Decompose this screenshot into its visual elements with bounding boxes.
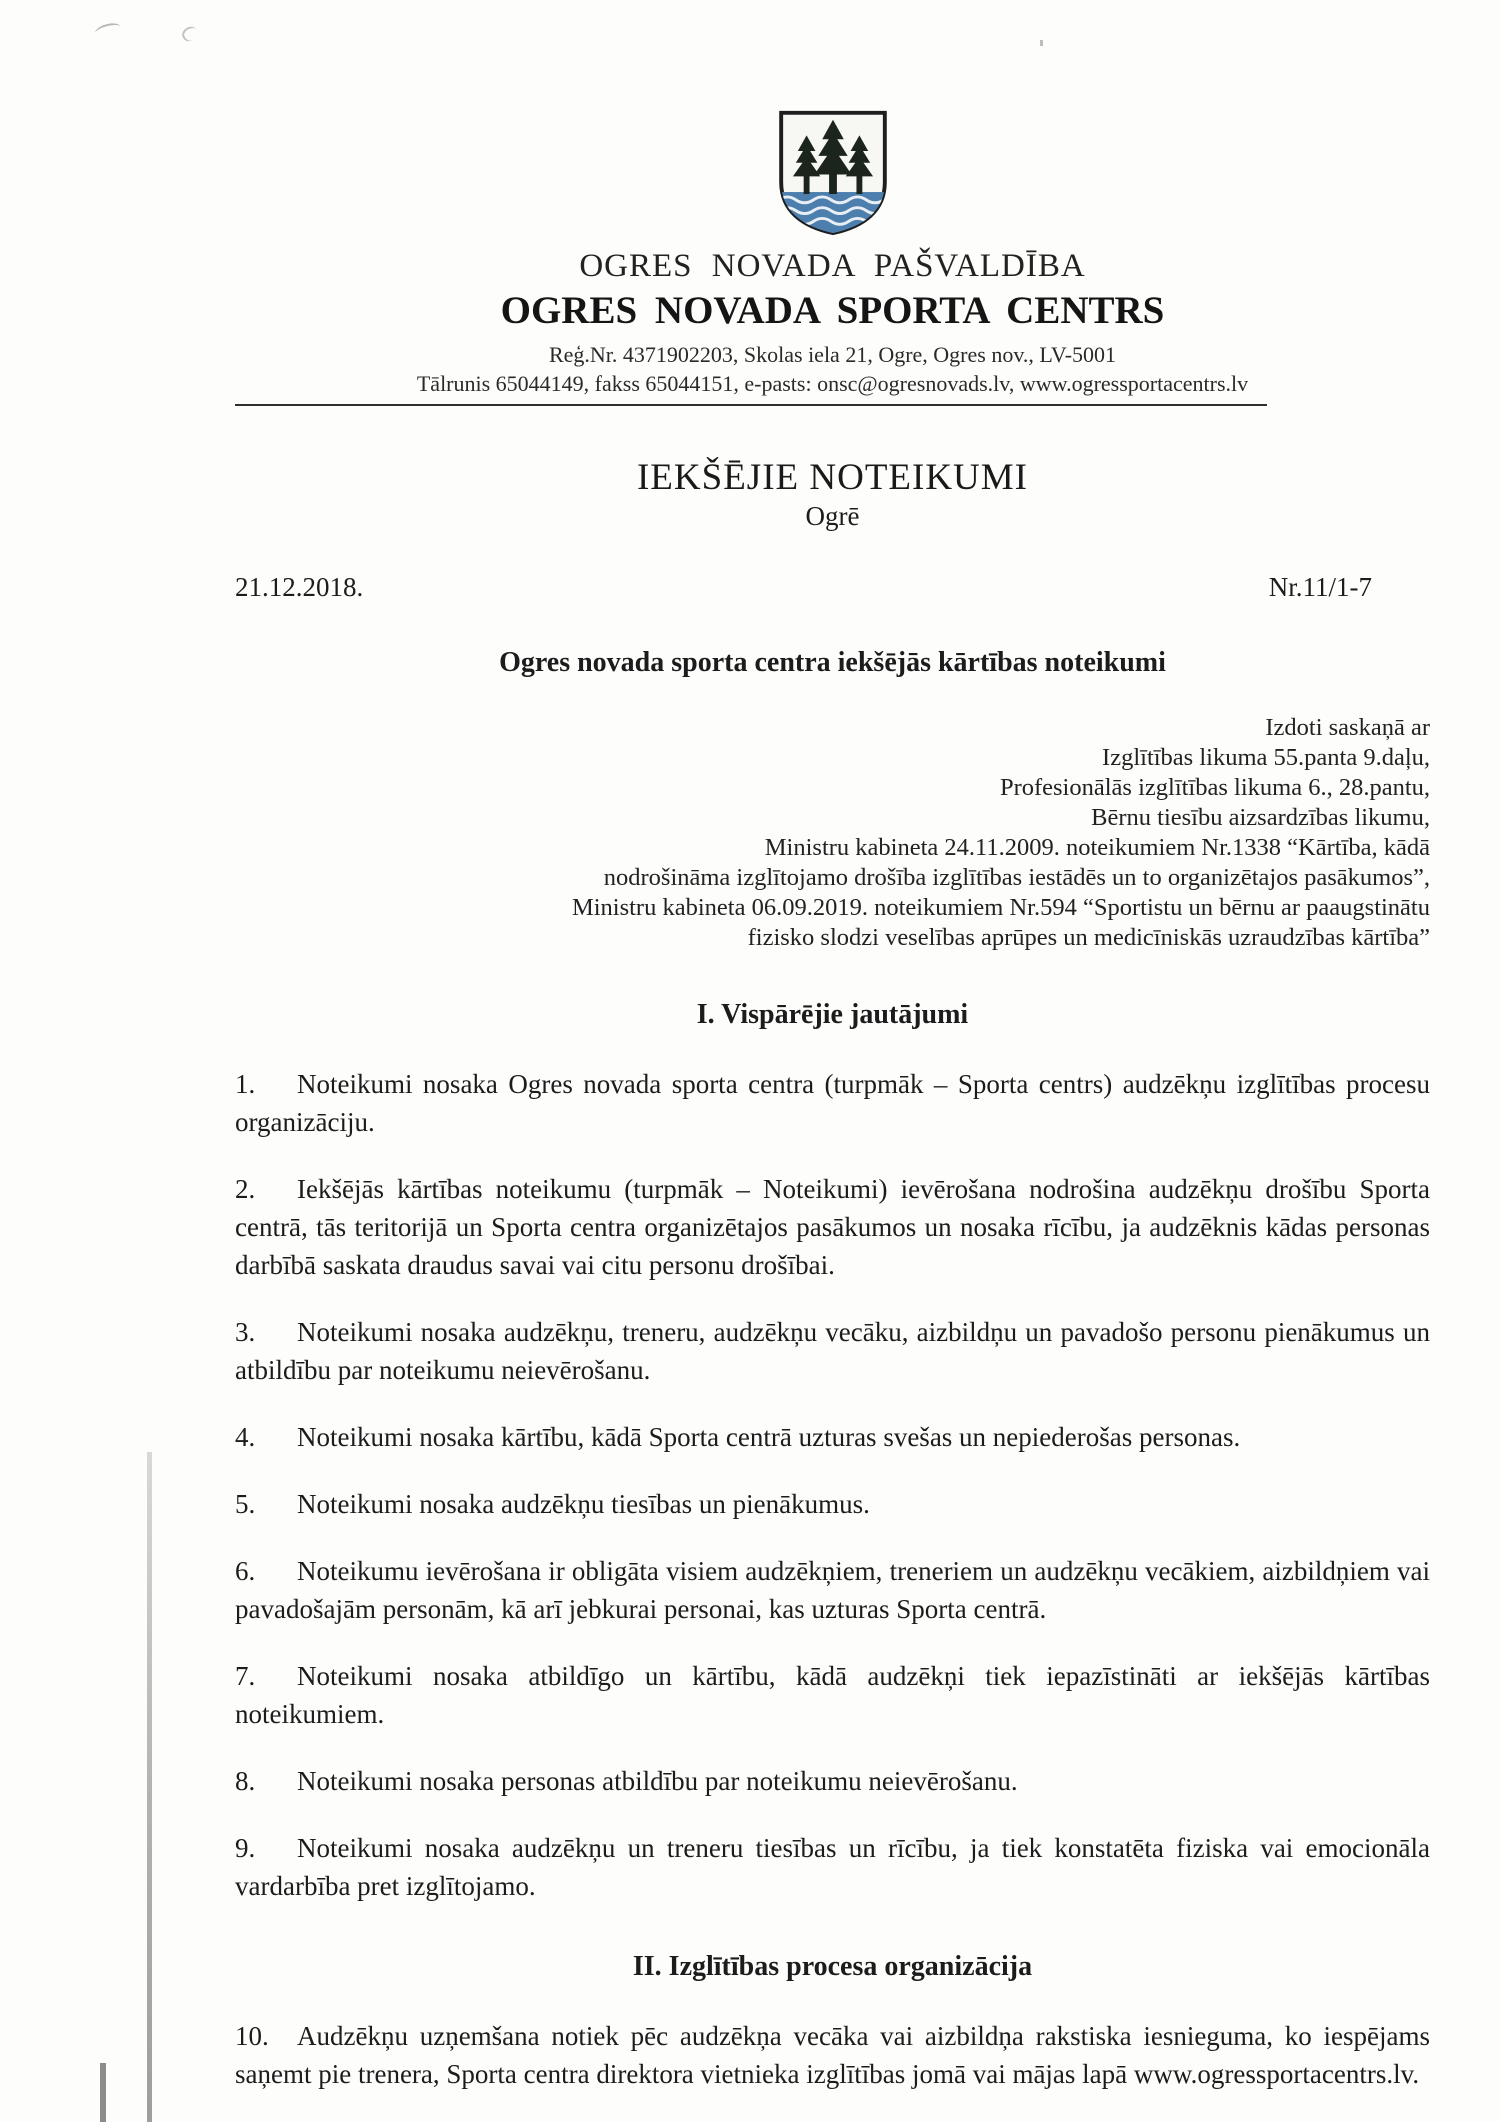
document-type-title: IEKŠĒJIE NOTEIKUMI: [636, 457, 1029, 498]
item-text: Noteikumi nosaka audzēkņu, treneru, audzēkņu vecāku, aizbildņu un pavadošo personu pienākumus un atbildību par noteikumu neievērošanu.: [235, 1317, 1430, 1385]
rule-item-9: [235, 1829, 1430, 1905]
rule-item-1: [235, 1065, 1430, 1141]
registration-line: Reģ.Nr. 4371902203, Skolas iela 21, Ogre, Ogres nov., LV-5001: [548, 342, 1117, 367]
item-text: Noteikumi nosaka Ogres novada sporta centra (turpmāk – Sporta centrs) audzēkņu izglītības procesu organizāciju.: [235, 1069, 1430, 1137]
rule-item-4: [235, 1418, 1430, 1456]
legal-basis-line: Izdoti saskaņā ar: [1265, 714, 1430, 741]
scan-corner-shadow: [100, 2063, 106, 2122]
rule-item-3: [235, 1313, 1430, 1389]
item-number: 3.: [235, 1317, 256, 1347]
municipality-name: OGRES NOVADA PAŠVALDĪBA: [579, 248, 1086, 284]
document-date: 21.12.2018.: [235, 572, 364, 602]
item-text: Iekšējās kārtības noteikumu (turpmāk – Noteikumi) ievērošana nodrošina audzēkņu drošību Sporta centrā, tās teritorijā un Sporta centra organizētajos pasākumos un nosaka rīcību, ja audzēknis kādas personas darbībā saskata draudus savai vai citu personu drošībai.: [235, 1174, 1430, 1280]
legal-basis-line: Bērnu tiesību aizsardzības likumu,: [1091, 804, 1430, 831]
rule-item-10: [235, 2017, 1430, 2093]
item-number: 7.: [235, 1661, 256, 1691]
item-number: 6.: [235, 1556, 256, 1586]
item-text: Noteikumi nosaka audzēkņu un treneru tiesības un rīcību, ja tiek konstatēta fiziska vai emocionāla vardarbība pret izglītojamo.: [235, 1833, 1430, 1901]
item-text: Noteikumi nosaka kārtību, kādā Sporta centrā uzturas svešas un nepiederošas personas.: [297, 1422, 1241, 1452]
legal-basis-line: nodrošināma izglītojamo drošība izglītības iestādēs un to organizētajos pasākumos”,: [603, 864, 1430, 891]
section-heading-1: I. Vispārējie jautājumi: [696, 999, 969, 1030]
item-text: Noteikumi nosaka personas atbildību par noteikumu neievērošanu.: [297, 1766, 1018, 1796]
item-text: Noteikumu ievērošana ir obligāta visiem audzēkņiem, treneriem un audzēkņu vecākiem, aizbildņiem vai pavadošajām personām, kā arī jebkurai personai, kas uzturas Sporta centrā.: [235, 1556, 1430, 1624]
ogre-coat-of-arms-logo: [774, 106, 892, 238]
item-number: 9.: [235, 1833, 256, 1863]
section-heading-2: II. Izglītības procesa organizācija: [632, 1951, 1033, 1982]
item-number: 8.: [235, 1766, 256, 1796]
date-number-row: [235, 572, 1430, 603]
item-number: 4.: [235, 1422, 256, 1452]
item-number: 10.: [235, 2021, 269, 2051]
pencil-mark: [180, 24, 201, 44]
pencil-mark: [94, 21, 122, 39]
organization-name: OGRES NOVADA SPORTA CENTRS: [500, 289, 1165, 332]
legal-basis-line: Ministru kabineta 06.09.2019. noteikumiem Nr.594 “Sportistu un bērnu ar paaugstinātu: [571, 894, 1430, 921]
document-content: [235, 0, 1430, 2122]
item-text: Audzēkņu uzņemšana notiek pēc audzēkņa vecāka vai aizbildņa rakstiska iesnieguma, ko iespējams saņemt pie trenera, Sporta centra direktora vietnieka izglītības jomā vai mājas lapā www.ogressportacentrs.lv.: [235, 2021, 1430, 2089]
item-number: 2.: [235, 1174, 256, 1204]
document-number: Nr.11/1-7: [1268, 572, 1372, 602]
rule-item-7: [235, 1657, 1430, 1733]
rule-item-5: [235, 1485, 1430, 1523]
letterhead-divider: [235, 404, 1267, 406]
document-place: Ogrē: [805, 501, 860, 531]
item-text: Noteikumi nosaka audzēkņu tiesības un pienākumus.: [297, 1489, 870, 1519]
contact-line: Tālrunis 65044149, fakss 65044151, e-pasts: onsc@ogresnovads.lv, www.ogressportacentrs.lv: [416, 371, 1249, 396]
scan-edge-shadow: [147, 1452, 152, 2122]
document-title: Ogres novada sporta centra iekšējās kārtības noteikumi: [499, 647, 1166, 678]
legal-basis-line: Profesionālās izglītības likuma 6., 28.pantu,: [999, 774, 1430, 801]
rule-item-8: [235, 1762, 1430, 1800]
item-number: 1.: [235, 1069, 256, 1099]
item-text: Noteikumi nosaka atbildīgo un kārtību, kādā audzēkņi tiek iepazīstināti ar iekšējās kārtības noteikumiem.: [235, 1661, 1430, 1729]
item-number: 5.: [235, 1489, 256, 1519]
rule-item-2: [235, 1170, 1430, 1284]
legal-basis-line: fizisko slodzi veselības aprūpes un medicīniskās uzraudzības kārtība”: [747, 924, 1430, 951]
legal-basis-line: Izglītības likuma 55.panta 9.daļu,: [1102, 744, 1430, 771]
rule-item-6: [235, 1552, 1430, 1628]
legal-basis-block: [235, 713, 1430, 953]
legal-basis-line: Ministru kabineta 24.11.2009. noteikumiem Nr.1338 “Kārtība, kādā: [764, 834, 1430, 861]
